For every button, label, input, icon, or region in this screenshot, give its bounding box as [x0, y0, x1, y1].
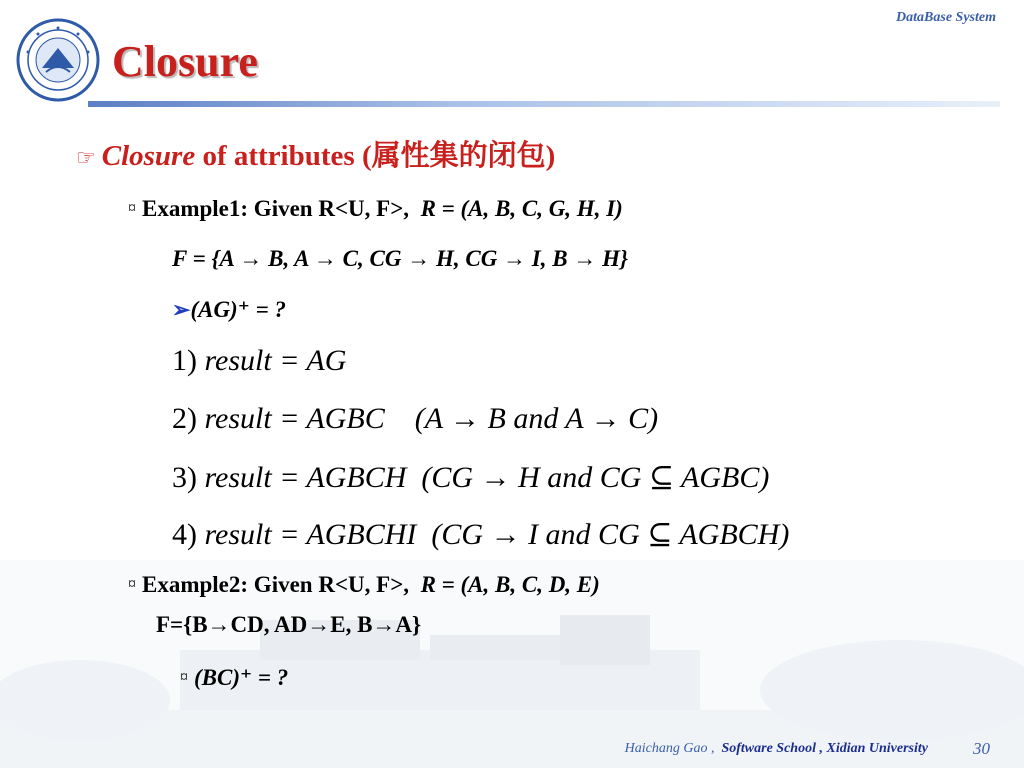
example2-label: Example2: Given R<U, F>, [142, 572, 410, 597]
example2-fds: F={B→CD, AD→E, B→A} [156, 612, 422, 637]
step-justification: (CG → I and CG ⊆ AGBCH) [431, 518, 790, 551]
arrowhead-icon: ➢ [172, 297, 191, 322]
course-label: DataBase System [896, 10, 996, 25]
slide-title: Closure [112, 37, 258, 86]
step-number: 4) [172, 518, 197, 551]
university-seal-logo [16, 18, 100, 102]
closure-chinese: 属性集的闭包 [371, 140, 546, 172]
example1-line [128, 196, 623, 222]
example2-question: (BC)⁺ = ? [194, 665, 289, 690]
closure-close-paren: ) [545, 140, 556, 172]
step-justification: (CG → H and CG ⊆ AGBC) [421, 461, 770, 494]
example2-relation: R = (A, B, C, D, E) [420, 572, 600, 597]
step-expression: result = AGBCHI [204, 518, 417, 551]
footer-author: Haichang Gao , [624, 741, 715, 756]
example1-relation: R = (A, B, C, G, H, I) [420, 196, 623, 221]
step-expression: result = AGBC [204, 402, 385, 435]
step-1 [172, 344, 346, 378]
example1-label: Example1: Given R<U, F>, [142, 196, 410, 221]
step-3 [172, 460, 769, 495]
step-number: 3) [172, 461, 197, 494]
level1-bullet-closure [76, 133, 555, 174]
step-justification: (A → B and A → C) [414, 402, 659, 435]
step-4 [172, 517, 789, 552]
footer-credit [625, 741, 928, 757]
currency-sign-icon: ¤ [128, 576, 136, 593]
closure-term: Closure [101, 140, 196, 172]
currency-sign-icon: ¤ [180, 669, 188, 686]
step-number: 2) [172, 402, 197, 435]
example2-line [128, 572, 600, 598]
title-divider [88, 101, 1000, 107]
step-expression: result = AGBCH [204, 461, 407, 494]
footer-school: Software School , Xidian University [721, 741, 928, 756]
step-number: 1) [172, 344, 197, 377]
closure-description: of attributes ( [195, 140, 372, 172]
step-expression: result = AG [204, 344, 347, 377]
example1-question: (AG)⁺ = ? [190, 297, 286, 322]
example1-question-line [172, 296, 286, 323]
page-number: 30 [973, 739, 990, 758]
example1-fds: F = {A → B, A → C, CG → H, CG → I, B → H} [172, 246, 628, 271]
currency-sign-icon: ¤ [128, 200, 136, 217]
example2-question-line [180, 664, 288, 691]
step-2 [172, 402, 658, 436]
pointing-hand-icon: ☞ [76, 145, 96, 170]
